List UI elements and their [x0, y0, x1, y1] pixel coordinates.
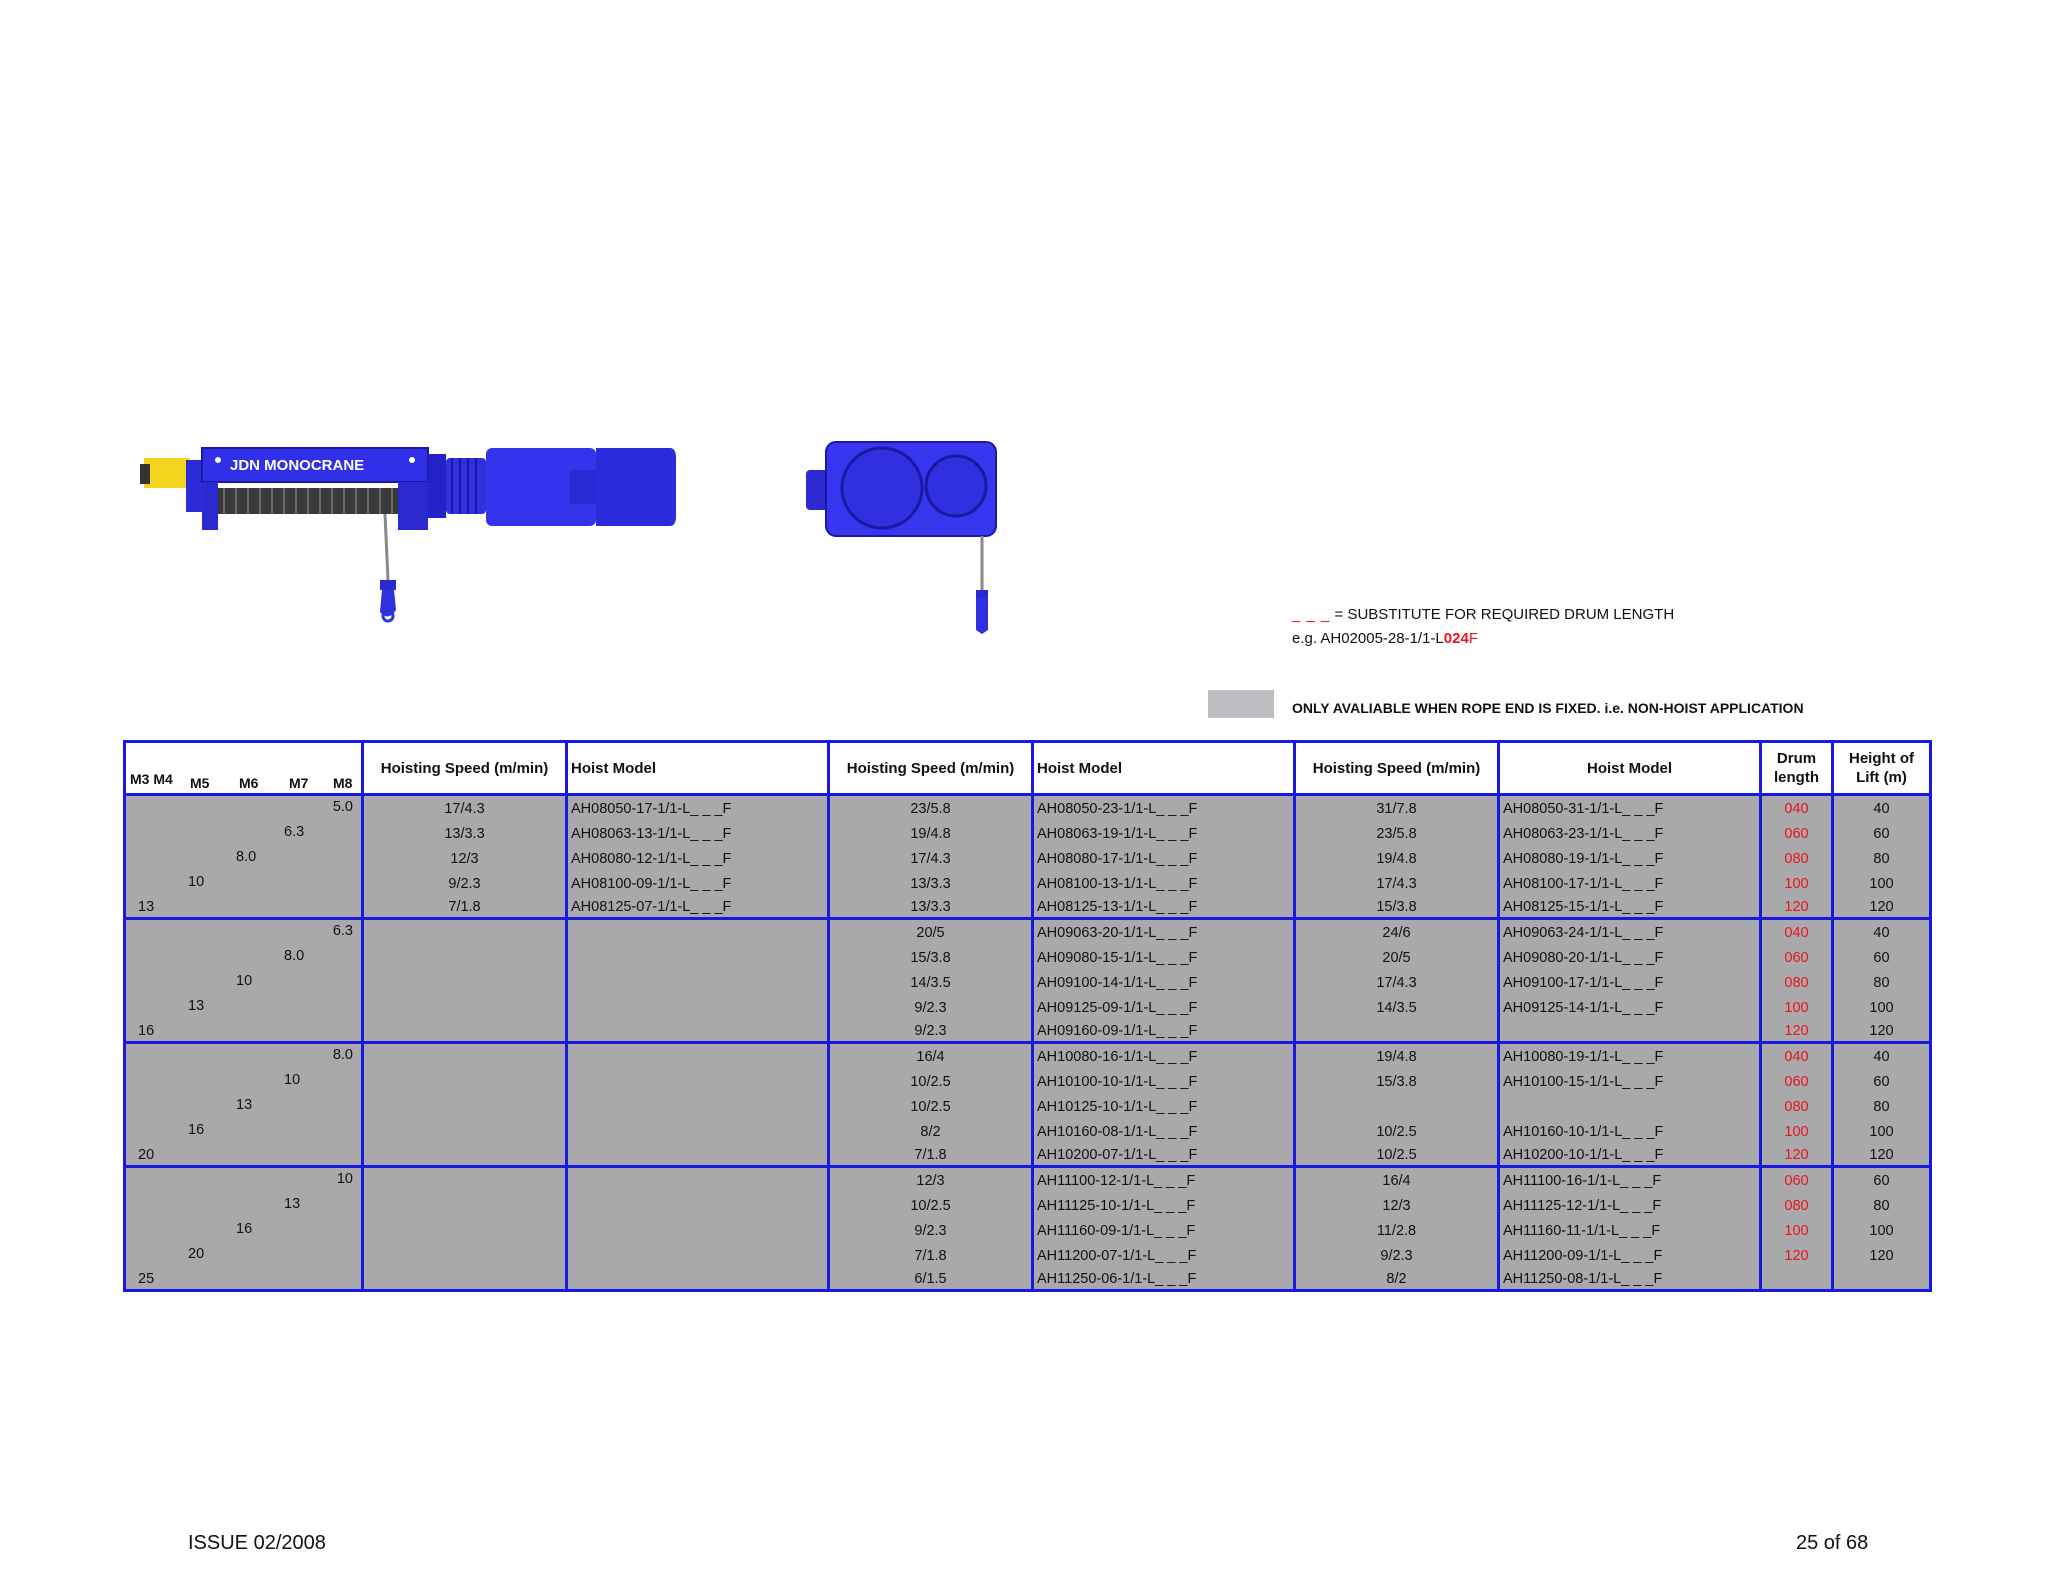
speed-1-cell	[363, 1167, 567, 1194]
duty-value: 6.3	[332, 923, 353, 939]
model-3-cell: AH08063-23-1/1-L_ _ _F	[1499, 821, 1761, 846]
table-row	[125, 995, 1931, 1020]
drum-length-cell: 040	[1761, 795, 1833, 822]
header-row	[125, 742, 1931, 795]
duty-cell	[125, 1043, 363, 1070]
model-1-cell	[567, 995, 829, 1020]
table-row	[125, 896, 1931, 919]
model-3-cell	[1499, 1020, 1761, 1043]
legend-text: ONLY AVALIABLE WHEN ROPE END IS FIXED. i.e. NON-HOIST APPLICATION	[1292, 700, 1804, 716]
speed-2-cell: 7/1.8	[829, 1243, 1033, 1268]
duty-cell	[125, 995, 363, 1020]
speed-2-cell: 12/3	[829, 1167, 1033, 1194]
header-duty-m8: M8	[333, 775, 353, 791]
speed-2-cell: 10/2.5	[829, 1094, 1033, 1119]
duty-value: 10	[236, 973, 253, 989]
duty-cell	[125, 1094, 363, 1119]
model-3-cell: AH08125-15-1/1-L_ _ _F	[1499, 896, 1761, 919]
duty-cell	[125, 1119, 363, 1144]
duty-cell	[125, 970, 363, 995]
table-row	[125, 1069, 1931, 1094]
brand-label: JDN MONOCRANE	[230, 457, 365, 474]
model-1-cell: AH08100-09-1/1-L_ _ _F	[567, 871, 829, 896]
duty-cell	[125, 795, 363, 822]
speed-2-cell: 9/2.3	[829, 1020, 1033, 1043]
drum-length-cell: 080	[1761, 970, 1833, 995]
header-model-2: Hoist Model	[1033, 742, 1295, 795]
speed-2-cell: 9/2.3	[829, 1218, 1033, 1243]
legend-swatch	[1208, 690, 1274, 718]
example-note	[1292, 630, 1478, 647]
model-1-cell	[567, 1218, 829, 1243]
speed-1-cell: 9/2.3	[363, 871, 567, 896]
model-2-cell: AH08125-13-1/1-L_ _ _F	[1033, 896, 1295, 919]
speed-3-cell: 15/3.8	[1295, 1069, 1499, 1094]
model-3-cell: AH10100-15-1/1-L_ _ _F	[1499, 1069, 1761, 1094]
model-2-cell: AH09160-09-1/1-L_ _ _F	[1033, 1020, 1295, 1043]
table-row	[125, 945, 1931, 970]
speed-2-cell: 13/3.3	[829, 896, 1033, 919]
duty-cell	[125, 846, 363, 871]
speed-3-cell: 11/2.8	[1295, 1218, 1499, 1243]
model-2-cell: AH09125-09-1/1-L_ _ _F	[1033, 995, 1295, 1020]
drum-length-cell: 100	[1761, 1119, 1833, 1144]
header-duty	[125, 742, 363, 795]
row-group	[125, 1043, 1931, 1167]
speed-3-cell	[1295, 1094, 1499, 1119]
model-2-cell: AH11125-10-1/1-L_ _ _F	[1033, 1193, 1295, 1218]
height-of-lift-cell	[1833, 1268, 1931, 1291]
model-2-cell: AH08080-17-1/1-L_ _ _F	[1033, 846, 1295, 871]
drum-length-cell: 120	[1761, 1243, 1833, 1268]
duty-cell	[125, 1268, 363, 1291]
model-2-cell: AH08050-23-1/1-L_ _ _F	[1033, 795, 1295, 822]
speed-2-cell: 7/1.8	[829, 1144, 1033, 1167]
example-code: 024	[1443, 630, 1469, 647]
speed-2-cell: 17/4.3	[829, 846, 1033, 871]
duty-value: 16	[236, 1221, 253, 1237]
drum-length-cell: 120	[1761, 1144, 1833, 1167]
speed-2-cell: 10/2.5	[829, 1069, 1033, 1094]
duty-cell	[125, 919, 363, 946]
header-speed-3: Hoisting Speed (m/min)	[1295, 742, 1499, 795]
model-2-cell: AH11200-07-1/1-L_ _ _F	[1033, 1243, 1295, 1268]
model-2-cell: AH10160-08-1/1-L_ _ _F	[1033, 1119, 1295, 1144]
table-row	[125, 1193, 1931, 1218]
model-3-cell: AH09080-20-1/1-L_ _ _F	[1499, 945, 1761, 970]
model-3-cell: AH11160-11-1/1-L_ _ _F	[1499, 1218, 1761, 1243]
speed-3-cell: 14/3.5	[1295, 995, 1499, 1020]
model-2-cell: AH11160-09-1/1-L_ _ _F	[1033, 1218, 1295, 1243]
table-row	[125, 1144, 1931, 1167]
speed-2-cell: 15/3.8	[829, 945, 1033, 970]
row-group	[125, 919, 1931, 1043]
duty-value: 16	[138, 1023, 155, 1039]
model-2-cell: AH10080-16-1/1-L_ _ _F	[1033, 1043, 1295, 1070]
drum-length-cell: 100	[1761, 871, 1833, 896]
model-2-cell: AH09080-15-1/1-L_ _ _F	[1033, 945, 1295, 970]
drum-length-cell	[1761, 1268, 1833, 1291]
speed-2-cell: 9/2.3	[829, 995, 1033, 1020]
table-row	[125, 919, 1931, 946]
model-3-cell: AH11250-08-1/1-L_ _ _F	[1499, 1268, 1761, 1291]
drum-length-cell: 080	[1761, 846, 1833, 871]
duty-cell	[125, 1069, 363, 1094]
substitute-note	[1292, 606, 1674, 623]
duty-value: 8.0	[236, 849, 257, 865]
header-drum-length: Drum length	[1761, 742, 1833, 795]
header-speed-1: Hoisting Speed (m/min)	[363, 742, 567, 795]
duty-value: 10	[284, 1072, 301, 1088]
speed-3-cell: 16/4	[1295, 1167, 1499, 1194]
duty-cell	[125, 871, 363, 896]
model-3-cell: AH08100-17-1/1-L_ _ _F	[1499, 871, 1761, 896]
model-3-cell: AH10200-10-1/1-L_ _ _F	[1499, 1144, 1761, 1167]
duty-cell	[125, 1167, 363, 1194]
model-1-cell	[567, 945, 829, 970]
model-1-cell	[567, 1069, 829, 1094]
duty-cell	[125, 1020, 363, 1043]
speed-1-cell	[363, 1218, 567, 1243]
duty-cell	[125, 1218, 363, 1243]
model-1-cell	[567, 1268, 829, 1291]
table-row	[125, 1119, 1931, 1144]
model-3-cell: AH11100-16-1/1-L_ _ _F	[1499, 1167, 1761, 1194]
model-3-cell	[1499, 1094, 1761, 1119]
model-1-cell	[567, 1020, 829, 1043]
speed-3-cell: 12/3	[1295, 1193, 1499, 1218]
model-3-cell: AH11200-09-1/1-L_ _ _F	[1499, 1243, 1761, 1268]
height-of-lift-cell: 60	[1833, 1069, 1931, 1094]
duty-cell	[125, 945, 363, 970]
model-3-cell: AH11125-12-1/1-L_ _ _F	[1499, 1193, 1761, 1218]
model-2-cell: AH10125-10-1/1-L_ _ _F	[1033, 1094, 1295, 1119]
table-row	[125, 1020, 1931, 1043]
speed-2-cell: 16/4	[829, 1043, 1033, 1070]
speed-1-cell	[363, 970, 567, 995]
model-1-cell: AH08125-07-1/1-L_ _ _F	[567, 896, 829, 919]
model-2-cell: AH11100-12-1/1-L_ _ _F	[1033, 1167, 1295, 1194]
height-of-lift-cell: 120	[1833, 1144, 1931, 1167]
model-1-cell	[567, 1167, 829, 1194]
drum-length-cell: 100	[1761, 995, 1833, 1020]
model-3-cell: AH09100-17-1/1-L_ _ _F	[1499, 970, 1761, 995]
speed-1-cell	[363, 1020, 567, 1043]
duty-value: 20	[138, 1147, 155, 1163]
model-1-cell: AH08050-17-1/1-L_ _ _F	[567, 795, 829, 822]
speed-2-cell: 19/4.8	[829, 821, 1033, 846]
model-1-cell: AH08063-13-1/1-L_ _ _F	[567, 821, 829, 846]
height-of-lift-cell: 120	[1833, 896, 1931, 919]
speed-2-cell: 8/2	[829, 1119, 1033, 1144]
issue-label: ISSUE 02/2008	[188, 1532, 326, 1554]
table-row	[125, 1268, 1931, 1291]
duty-value: 6.3	[284, 824, 305, 840]
drum-length-cell: 060	[1761, 821, 1833, 846]
speed-1-cell	[363, 1144, 567, 1167]
height-of-lift-cell: 100	[1833, 1218, 1931, 1243]
example-prefix: e.g. AH02005-28-1/1-L	[1292, 630, 1444, 647]
height-of-lift-cell: 80	[1833, 1193, 1931, 1218]
table-row	[125, 1094, 1931, 1119]
drum-length-cell: 040	[1761, 1043, 1833, 1070]
height-of-lift-cell: 40	[1833, 1043, 1931, 1070]
hoist-side-view-icon	[140, 440, 680, 640]
model-2-cell: AH11250-06-1/1-L_ _ _F	[1033, 1268, 1295, 1291]
speed-1-cell	[363, 1193, 567, 1218]
drum-length-cell: 120	[1761, 896, 1833, 919]
height-of-lift-cell: 40	[1833, 919, 1931, 946]
speed-3-cell: 10/2.5	[1295, 1119, 1499, 1144]
duty-value: 5.0	[332, 799, 353, 815]
speed-3-cell: 17/4.3	[1295, 871, 1499, 896]
height-of-lift-cell: 100	[1833, 1119, 1931, 1144]
speed-3-cell: 24/6	[1295, 919, 1499, 946]
model-3-cell: AH08050-31-1/1-L_ _ _F	[1499, 795, 1761, 822]
model-1-cell	[567, 1193, 829, 1218]
drum-length-cell: 060	[1761, 945, 1833, 970]
speed-2-cell: 13/3.3	[829, 871, 1033, 896]
duty-cell	[125, 1193, 363, 1218]
model-3-cell: AH10080-19-1/1-L_ _ _F	[1499, 1043, 1761, 1070]
header-speed-2: Hoisting Speed (m/min)	[829, 742, 1033, 795]
duty-value: 13	[236, 1097, 253, 1113]
table-row	[125, 970, 1931, 995]
speed-1-cell: 17/4.3	[363, 795, 567, 822]
speed-1-cell: 12/3	[363, 846, 567, 871]
speed-1-cell	[363, 919, 567, 946]
duty-cell	[125, 896, 363, 919]
model-1-cell: AH08080-12-1/1-L_ _ _F	[567, 846, 829, 871]
speed-1-cell: 13/3.3	[363, 821, 567, 846]
drum-length-cell: 100	[1761, 1218, 1833, 1243]
drum-length-cell: 060	[1761, 1069, 1833, 1094]
table-row	[125, 821, 1931, 846]
height-of-lift-cell: 60	[1833, 945, 1931, 970]
speed-3-cell: 15/3.8	[1295, 896, 1499, 919]
height-of-lift-cell: 40	[1833, 795, 1931, 822]
row-group	[125, 795, 1931, 919]
speed-3-cell: 20/5	[1295, 945, 1499, 970]
model-1-cell	[567, 970, 829, 995]
duty-value: 13	[188, 998, 205, 1014]
hoist-end-view-icon	[800, 440, 1010, 640]
speed-1-cell	[363, 1268, 567, 1291]
speed-1-cell	[363, 945, 567, 970]
model-1-cell	[567, 919, 829, 946]
model-1-cell	[567, 1119, 829, 1144]
model-1-cell	[567, 1094, 829, 1119]
header-duty-m7: M7	[289, 775, 309, 791]
speed-1-cell	[363, 1243, 567, 1268]
duty-value: 10	[188, 874, 205, 890]
duty-cell	[125, 821, 363, 846]
table-row	[125, 795, 1931, 822]
header-duty-m5: M5	[190, 775, 210, 791]
model-2-cell: AH10100-10-1/1-L_ _ _F	[1033, 1069, 1295, 1094]
duty-cell	[125, 1243, 363, 1268]
speed-2-cell: 23/5.8	[829, 795, 1033, 822]
substitute-dash: _ _ _	[1292, 606, 1331, 623]
header-duty-m3m4: M3 M4	[130, 771, 173, 787]
drum-length-cell: 080	[1761, 1094, 1833, 1119]
height-of-lift-cell: 60	[1833, 821, 1931, 846]
speed-1-cell	[363, 1069, 567, 1094]
model-3-cell: AH09063-24-1/1-L_ _ _F	[1499, 919, 1761, 946]
speed-1-cell	[363, 1119, 567, 1144]
duty-value: 13	[138, 899, 155, 915]
height-of-lift-cell: 100	[1833, 871, 1931, 896]
page-number: 25 of 68	[1796, 1532, 1869, 1554]
duty-value: 20	[188, 1246, 205, 1262]
model-2-cell: AH09063-20-1/1-L_ _ _F	[1033, 919, 1295, 946]
table-row	[125, 871, 1931, 896]
speed-1-cell: 7/1.8	[363, 896, 567, 919]
height-of-lift-cell: 80	[1833, 970, 1931, 995]
drum-length-cell: 120	[1761, 1020, 1833, 1043]
row-group	[125, 1167, 1931, 1291]
duty-value: 16	[188, 1122, 205, 1138]
example-suffix: F	[1468, 630, 1478, 647]
table-row	[125, 1218, 1931, 1243]
model-2-cell: AH10200-07-1/1-L_ _ _F	[1033, 1144, 1295, 1167]
drum-length-cell: 040	[1761, 919, 1833, 946]
speed-1-cell	[363, 1094, 567, 1119]
height-of-lift-cell: 100	[1833, 995, 1931, 1020]
speed-3-cell: 10/2.5	[1295, 1144, 1499, 1167]
height-of-lift-cell: 60	[1833, 1167, 1931, 1194]
speed-3-cell: 19/4.8	[1295, 1043, 1499, 1070]
model-3-cell: AH08080-19-1/1-L_ _ _F	[1499, 846, 1761, 871]
speed-1-cell	[363, 995, 567, 1020]
speed-2-cell: 6/1.5	[829, 1268, 1033, 1291]
speed-2-cell: 20/5	[829, 919, 1033, 946]
table-row	[125, 846, 1931, 871]
substitute-text: = SUBSTITUTE FOR REQUIRED DRUM LENGTH	[1330, 606, 1675, 623]
duty-value: 8.0	[332, 1047, 353, 1063]
table-row	[125, 1243, 1931, 1268]
header-model-1: Hoist Model	[567, 742, 829, 795]
model-1-cell	[567, 1243, 829, 1268]
speed-2-cell: 10/2.5	[829, 1193, 1033, 1218]
header-model-3: Hoist Model	[1499, 742, 1761, 795]
speed-3-cell: 8/2	[1295, 1268, 1499, 1291]
model-2-cell: AH08100-13-1/1-L_ _ _F	[1033, 871, 1295, 896]
header-height-of-lift: Height of Lift (m)	[1833, 742, 1931, 795]
duty-value: 8.0	[284, 948, 305, 964]
speed-3-cell: 19/4.8	[1295, 846, 1499, 871]
model-3-cell: AH10160-10-1/1-L_ _ _F	[1499, 1119, 1761, 1144]
model-2-cell: AH08063-19-1/1-L_ _ _F	[1033, 821, 1295, 846]
model-3-cell: AH09125-14-1/1-L_ _ _F	[1499, 995, 1761, 1020]
duty-value: 13	[284, 1196, 301, 1212]
duty-cell	[125, 1144, 363, 1167]
height-of-lift-cell: 120	[1833, 1020, 1931, 1043]
speed-3-cell: 23/5.8	[1295, 821, 1499, 846]
hoist-spec-table	[123, 740, 1932, 1292]
height-of-lift-cell: 80	[1833, 1094, 1931, 1119]
speed-1-cell	[363, 1043, 567, 1070]
model-1-cell	[567, 1144, 829, 1167]
speed-2-cell: 14/3.5	[829, 970, 1033, 995]
model-2-cell: AH09100-14-1/1-L_ _ _F	[1033, 970, 1295, 995]
duty-value: 25	[138, 1271, 155, 1287]
model-1-cell	[567, 1043, 829, 1070]
header-duty-m6: M6	[239, 775, 259, 791]
speed-3-cell: 31/7.8	[1295, 795, 1499, 822]
table-row	[125, 1043, 1931, 1070]
height-of-lift-cell: 120	[1833, 1243, 1931, 1268]
drum-length-cell: 060	[1761, 1167, 1833, 1194]
speed-3-cell	[1295, 1020, 1499, 1043]
drum-length-cell: 080	[1761, 1193, 1833, 1218]
duty-value: 10	[336, 1171, 353, 1187]
speed-3-cell: 17/4.3	[1295, 970, 1499, 995]
speed-3-cell: 9/2.3	[1295, 1243, 1499, 1268]
height-of-lift-cell: 80	[1833, 846, 1931, 871]
table-row	[125, 1167, 1931, 1194]
